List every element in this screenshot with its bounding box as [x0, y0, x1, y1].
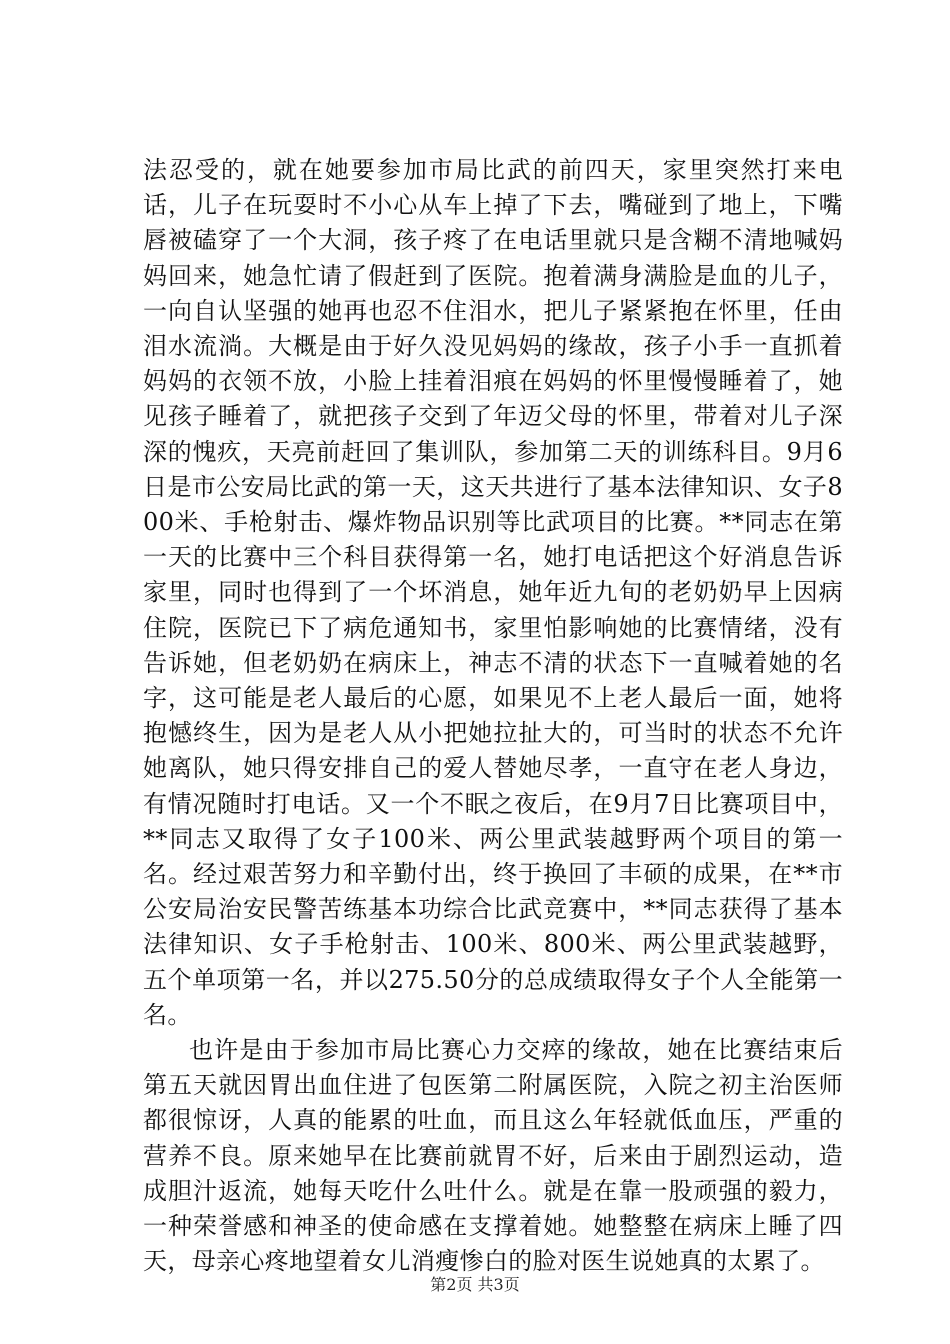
paragraph-hospital: 也许是由于参加市局比赛心力交瘁的缘故，她在比赛结束后第五天就因胃出血住进了包医第二附属医院，入院之初主治医师都很惊讶，人真的能累的吐血，而且这么年轻就低血压，严重的营养不良。原来她早在比赛前就胃不好，后来由于剧烈运动，造成胆汁返流，她每天吃什么吐什么。就是在靠一股顽强的毅力，一种荣誉感和神圣的使命感在支撑着她。她整整在病床上睡了四天，母亲心疼地望着女儿消瘦惨白的脸对医生说她真的太累了。	[143, 1036, 843, 1276]
document-body	[143, 153, 843, 1280]
page-footer: 第2页 共3页	[430, 1275, 520, 1294]
paragraph-continuation: 法忍受的，就在她要参加市局比武的前四天，家里突然打来电话，儿子在玩耍时不小心从车上掉了下去，嘴碰到了地上，下嘴唇被磕穿了一个大洞，孩子疼了在电话里就只是含糊不清地喊妈妈回来，她急忙请了假赶到了医院。抱着满身满脸是血的儿子，一向自认坚强的她再也忍不住泪水，把儿子紧紧抱在怀里，任由泪水流淌。大概是由于好久没见妈妈的缘故，孩子小手一直抓着妈妈的衣领不放，小脸上挂着泪痕在妈妈的怀里慢慢睡着了，她见孩子睡着了，就把孩子交到了年迈父母的怀里，带着对儿子深深的愧疚，天亮前赶回了集训队，参加第二天的训练科目。9月6日是市公安局比武的第一天，这天共进行了基本法律知识、女子800米、手枪射击、爆炸物品识别等比武项目的比赛。**同志在第一天的比赛中三个科目获得第一名，她打电话把这个好消息告诉家里，同时也得到了一个坏消息，她年近九旬的老奶奶早上因病住院，医院已下了病危通知书，家里怕影响她的比赛情绪，没有告诉她，但老奶奶在病床上，神志不清的状态下一直喊着她的名字，这可能是老人最后的心愿，如果见不上老人最后一面，她将抱憾终生，因为是老人从小把她拉扯大的，可当时的状态不允许她离队，她只得安排自己的爱人替她尽孝，一直守在老人身边，有情况随时打电话。又一个不眠之夜后，在9月7日比赛项目中，**同志又取得了女子100米、两公里武装越野两个项目的第一名。经过艰苦努力和辛勤付出，终于换回了丰硕的成果，在**市公安局治安民警苦练基本功综合比武竞赛中，**同志获得了基本法律知识、女子手枪射击、100米、800米、两公里武装越野，五个单项第一名，并以275.50分的总成绩取得女子个人全能第一名。	[143, 156, 843, 1029]
